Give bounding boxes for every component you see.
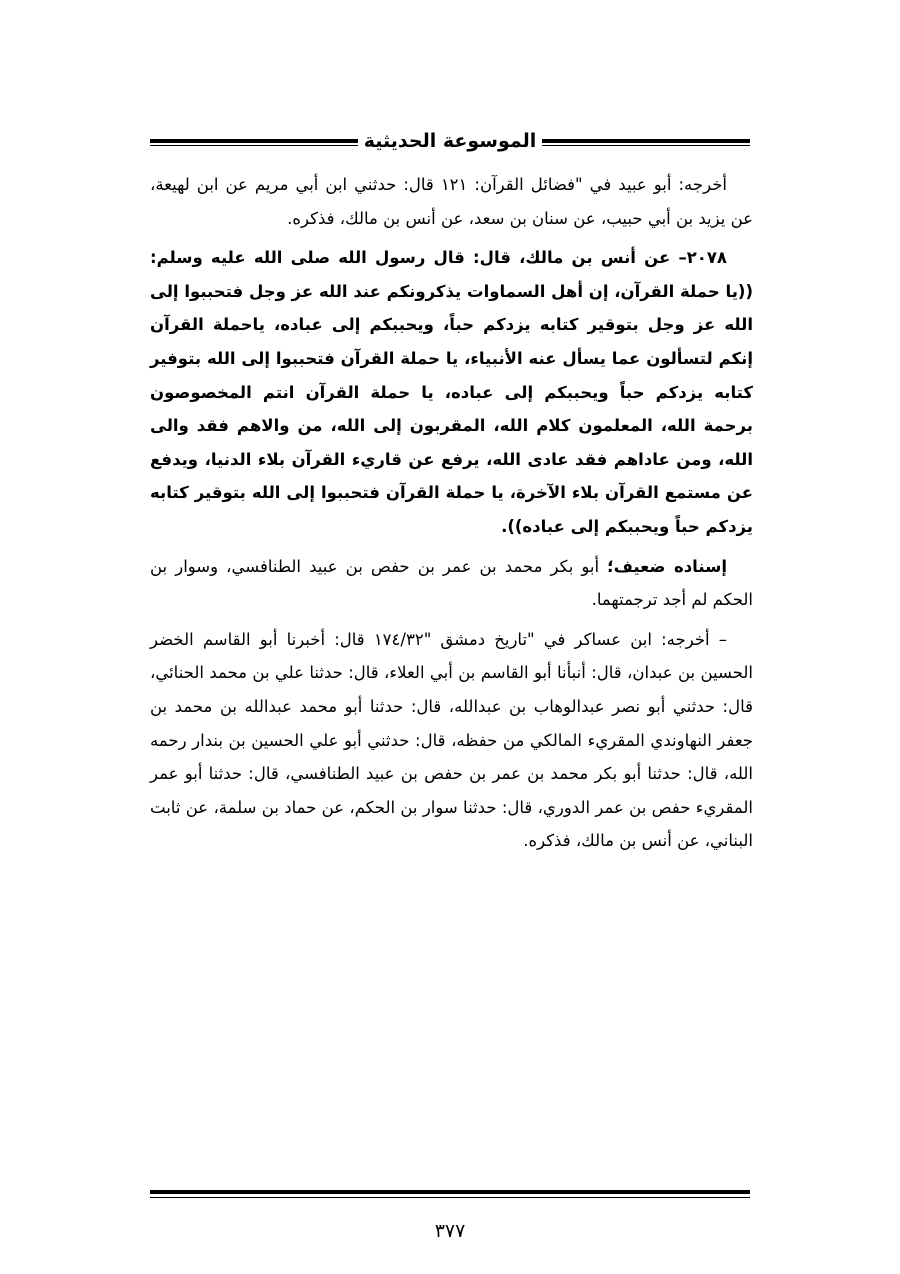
paragraph-takhrij-1: أخرجه: أبو عبيد في "فضائل القرآن: ١٢١ قال: حدثني ابن أبي مريم عن ابن لهيعة، عن يزيد بن أبي حبيب، عن سنان بن سعد، عن أنس بن مالك، فذكره. bbox=[150, 175, 753, 228]
page-number: ٣٧٧ bbox=[434, 1220, 466, 1242]
header-title-wrap bbox=[150, 126, 750, 156]
page-footer bbox=[150, 1190, 750, 1260]
footer-rule-thin bbox=[150, 1197, 750, 1198]
paragraph-takhrij-2: – أخرجه: ابن عساكر في "تاريخ دمشق "١٧٤/٣٢ قال: أخبرنا أبو القاسم الخضر الحسين بن عبدان، قال: أنبأنا أبو القاسم بن أبي العلاء، قال: حدثنا علي بن محمد الحنائي، قال: حدثني أبو نصر عبدالوهاب بن عبدالله، قال: حدثنا أبو محمد عبدالله بن محمد بن جعفر النهاوندي المقريء المالكي من حفظه، قال: حدثني أبو علي الحسين بن بندار رحمه الله، قال: حدثنا أبو بكر محمد بن عمر بن حفص بن عبيد الطنافسي، قال: حدثنا أبو عمر المقريء حفص بن عمر الدوري، قال: حدثنا سوار بن الحكم، عن حماد بن سلمة، عن ثابت البناني، عن أنس بن مالك، فذكره. bbox=[150, 629, 753, 851]
page-body bbox=[150, 168, 753, 864]
isnad-grading bbox=[150, 550, 753, 617]
hadith-2078 bbox=[150, 241, 753, 543]
footer-rule-thick bbox=[150, 1190, 750, 1194]
grading-label: إسناده ضعيف؛ bbox=[607, 556, 727, 576]
grading-text: أبو بكر محمد بن عمر بن حفص بن عبيد الطنافسي، وسوار بن الحكم لم أجد ترجمتهما. bbox=[150, 556, 753, 610]
hadith-text: ((يا حملة القرآن، إن أهل السماوات يذكرونكم عند الله عز وجل فتحببوا إلى الله عز وجل بتوقير كتابه يزدكم حباً، ويحببكم إلى عباده، ياحملة القرآن إنكم لتسألون عما يسأل عنه الأنبياء، يا حملة القرآن فتحببوا إلى الله بتوفير كتابه يزدكم حباً ويحببكم إلى عباده، يا حملة القرآن انتم المخصوصون برحمة الله، المعلمون كلام الله، المقربون إلى الله، من والاهم فقد والى الله، ومن عاداهم فقد عادى الله، يرفع عن قاريء القرآن بلاء الدنيا، ويدفع عن مستمع القرآن بلاء الآخرة، يا حملة القرآن فتحببوا إلى الله بتوقير كتابه يزدكم حباً ويحببكم إلى عباده)). bbox=[150, 281, 753, 536]
hadith-intro: ٢٠٧٨– عن أنس بن مالك، قال: قال رسول الله صلى الله عليه وسلم: bbox=[150, 248, 727, 268]
running-title: الموسوعة الحديثية bbox=[358, 126, 543, 156]
page-header bbox=[150, 126, 750, 156]
